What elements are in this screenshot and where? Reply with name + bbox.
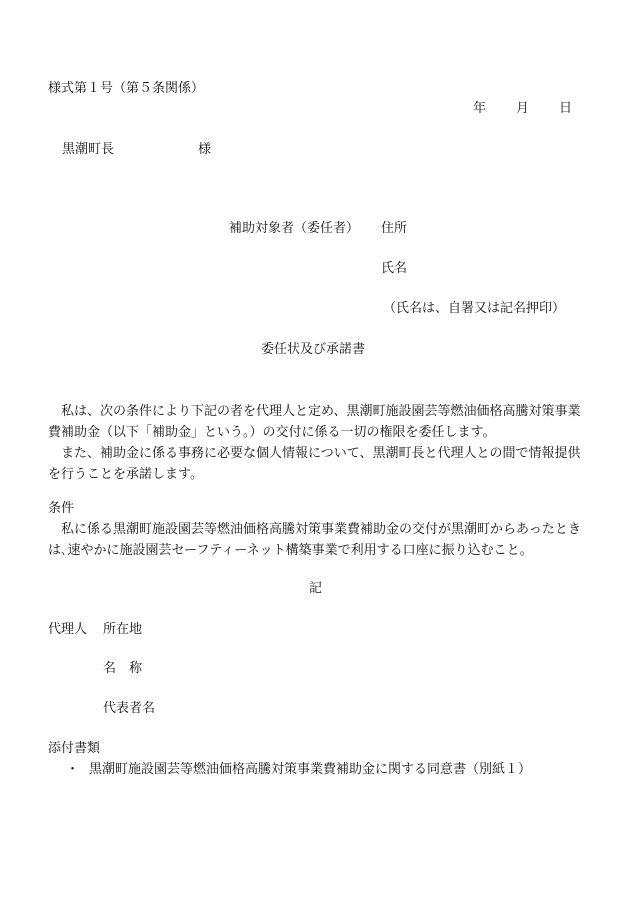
conditions-text: 私に係る黒潮町施設園芸等燃油価格高騰対策事業費補助金の交付が黒潮町からあったときは､速やかに施設園芸セーフティーネット構築事業で利用する口座に振り込むこと。 [48, 522, 581, 558]
applicant-label: 補助対象者（委任者） [229, 221, 360, 236]
agent-label: 代理人 [48, 622, 88, 637]
date-line [473, 100, 572, 118]
date-year: 年 [473, 101, 487, 116]
body-text [48, 401, 588, 485]
applicant-name-label: 氏名 [381, 261, 408, 276]
document-title: 委任状及び承諾書 [261, 342, 366, 357]
attachment-item: 黒潮町施設園芸等燃油価格高騰対策事業費補助金に関する同意書（別紙１） [89, 762, 532, 777]
agent-location-label: 所在地 [103, 622, 143, 637]
ki-heading: 記 [309, 581, 323, 596]
agent-representative-label: 代表者名 [103, 701, 156, 716]
date-day: 日 [559, 101, 573, 116]
attachment-bullet: ・ [66, 762, 80, 777]
agent-name-label: 名 称 [103, 661, 143, 676]
form-number: 様式第１号（第５条関係） [48, 81, 205, 96]
signature-note: （氏名は、自署又は記名押印） [383, 301, 566, 316]
attachments-heading: 添付書類 [48, 741, 101, 756]
date-month: 月 [516, 101, 530, 116]
body-paragraph-info: また、補助金に係る事務に必要な個人情報について、黒潮町長と代理人との間で情報提供を行うことを承諾します。 [48, 446, 581, 482]
conditions-heading: 条件 [48, 501, 75, 516]
addressee-name: 黒潮町長 [62, 142, 115, 157]
applicant-address-label: 住所 [381, 221, 408, 236]
body-paragraph-consent: 私は、次の条件により下記の者を代理人と定め、黒潮町施設園芸等燃油価格高騰対策事業費補助金（以下「補助金」という。）の交付に係る一切の権限を委任します。 [48, 404, 581, 440]
addressee-honorific: 様 [198, 142, 212, 157]
